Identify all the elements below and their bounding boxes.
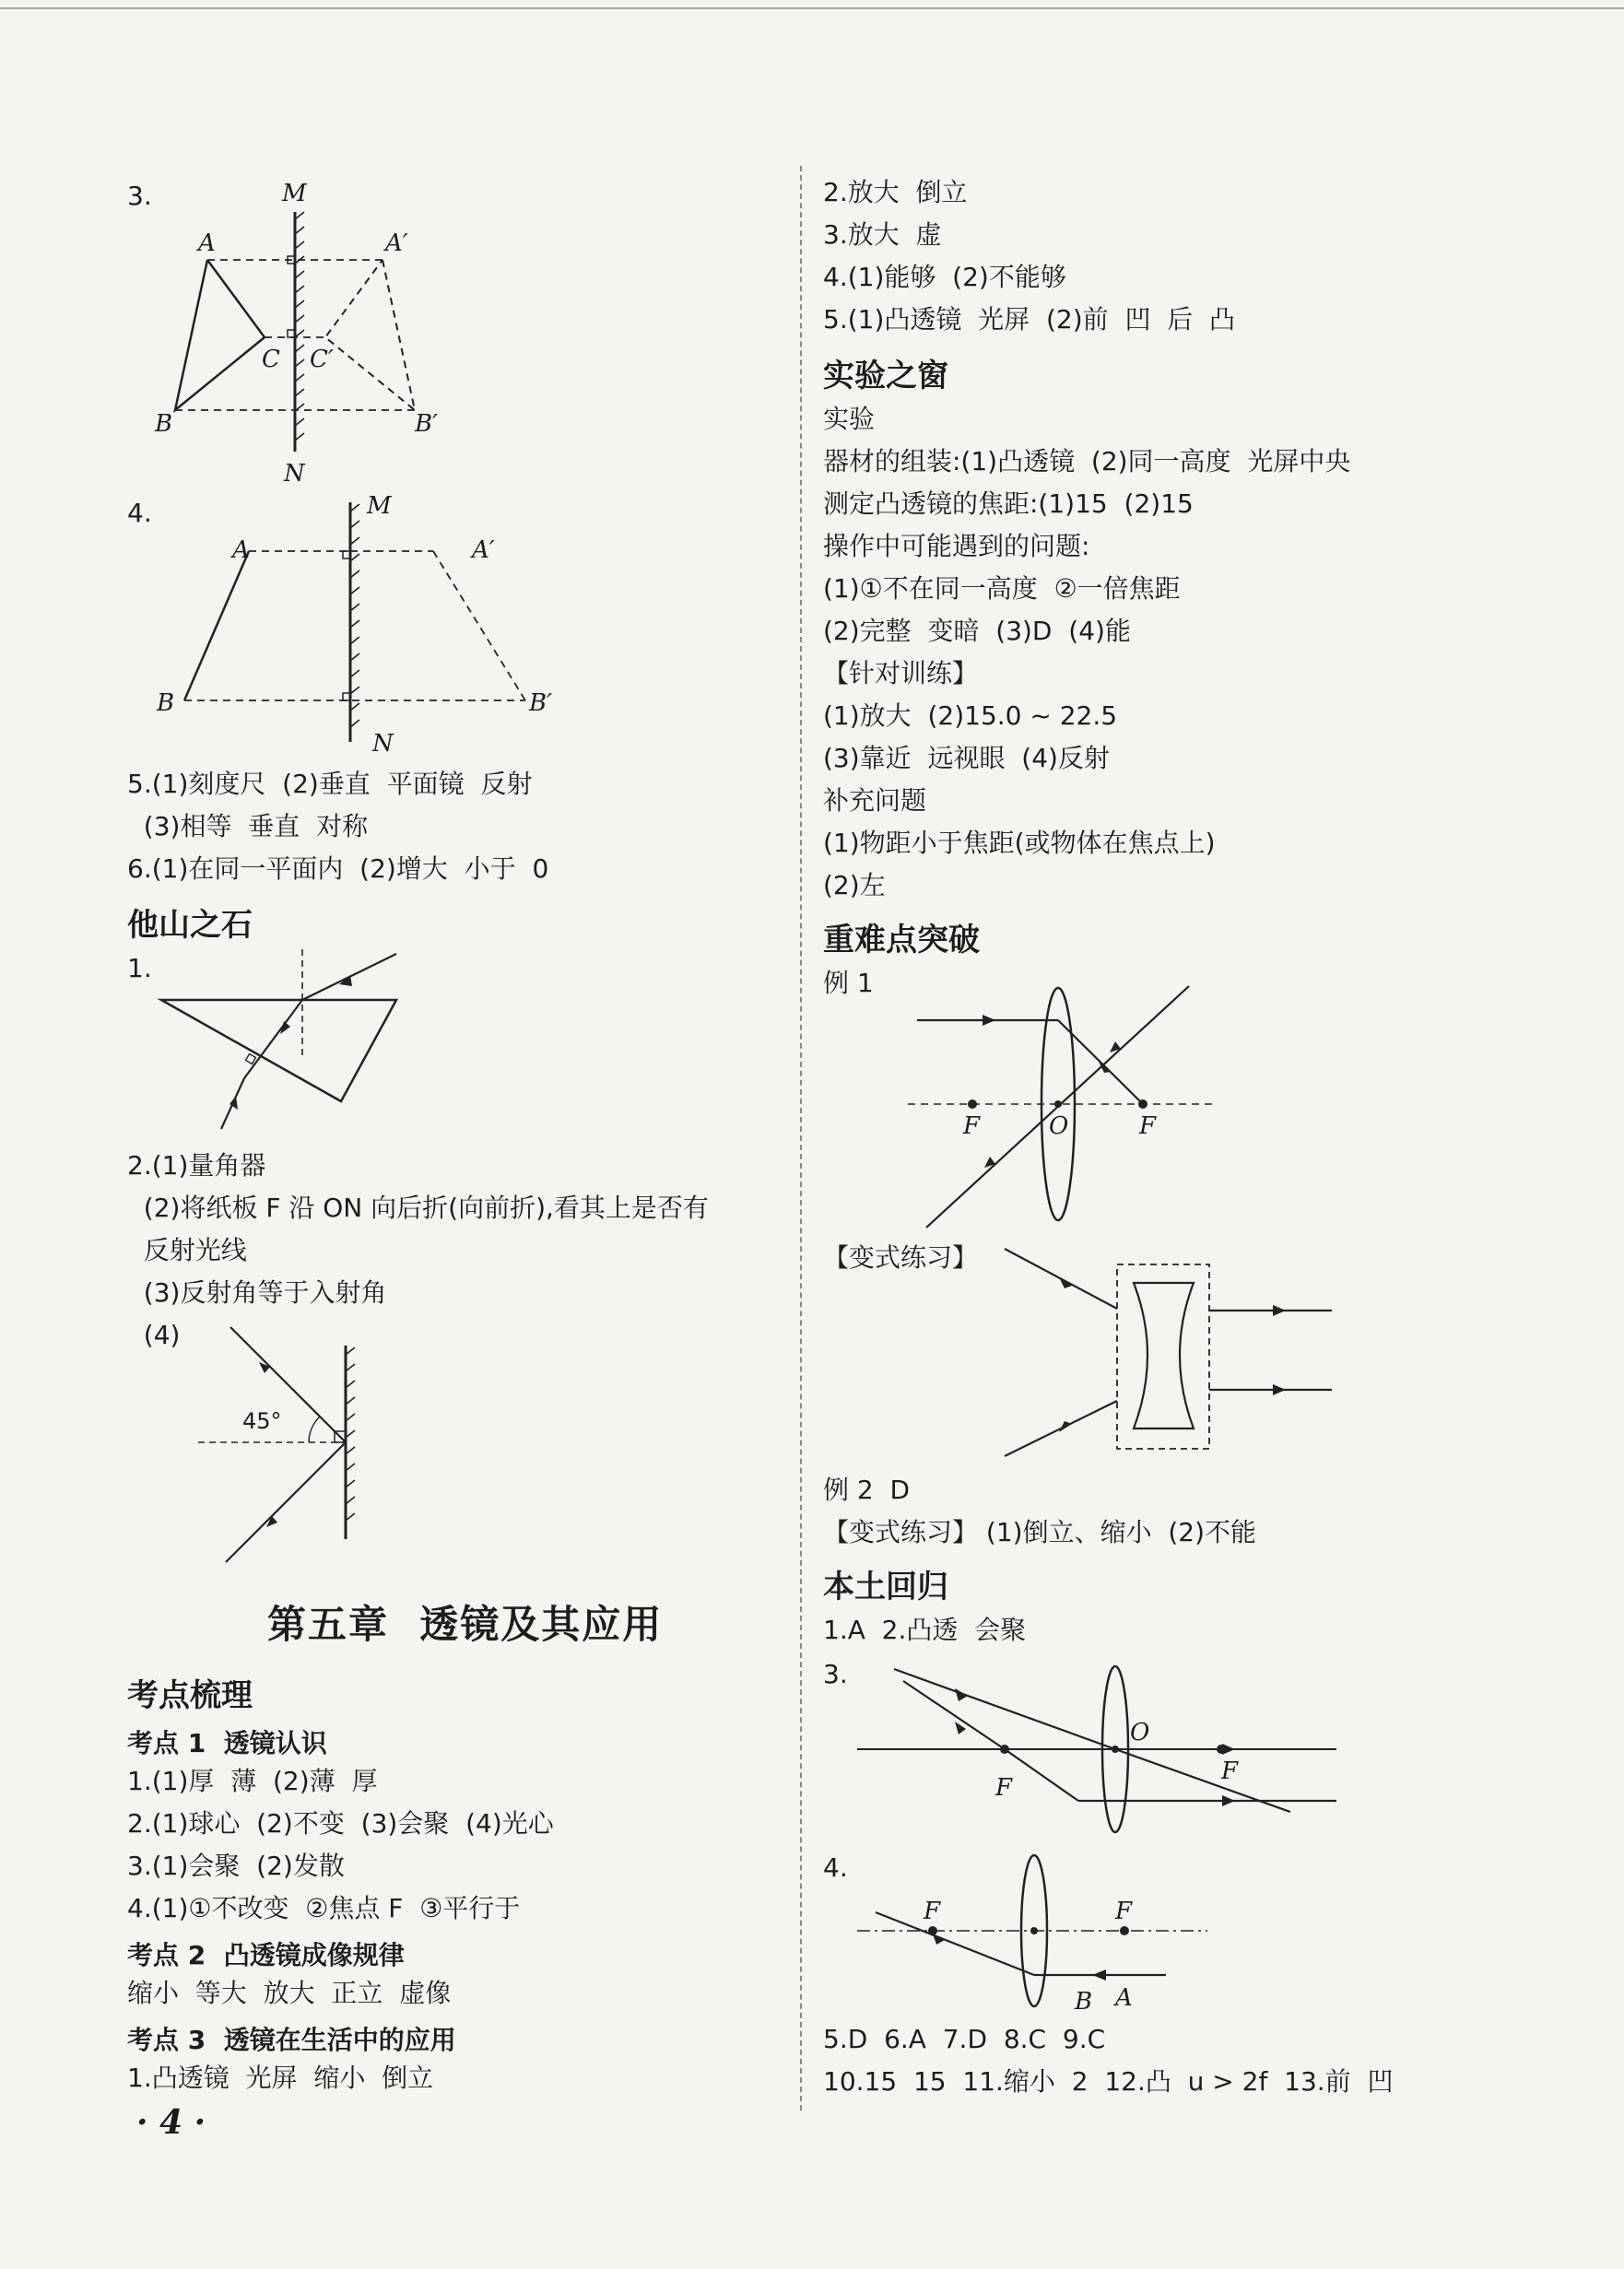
tashan-q2-line4: (3)反射角等于入射角 — [127, 1277, 387, 1308]
top-rule — [0, 7, 1624, 9]
right-line2: 3.放大 虚 — [823, 219, 942, 250]
label-O: O — [1049, 1112, 1069, 1140]
kaodian1-line4: 4.(1)①不改变 ②焦点 F ③平行于 — [127, 1893, 521, 1923]
column-divider — [800, 166, 802, 2110]
label-N: N — [284, 460, 305, 488]
label-B-prime: B′ — [415, 410, 439, 438]
label-C-prime: C′ — [310, 346, 334, 373]
label-A: A — [232, 536, 250, 564]
kaodian1-title: 考点 1 透镜认识 — [127, 1728, 327, 1758]
label-F-right: F — [1139, 1112, 1157, 1140]
angle-label-45: 45° — [242, 1408, 282, 1434]
tashan-q1-number: 1. — [127, 953, 152, 983]
answer-q5-line2: (3)相等 垂直 对称 — [127, 811, 369, 841]
label-A: A — [198, 229, 216, 257]
label-F-left: F — [924, 1898, 941, 1925]
label-A-prime: A′ — [385, 229, 408, 257]
page-number: · 4 · — [136, 2103, 206, 2142]
shiyan-line3: 测定凸透镜的焦距:(1)15 (2)15 — [823, 488, 1194, 519]
bentu-q3-number: 3. — [823, 1659, 848, 1689]
shiyan-line1: 实验 — [823, 404, 876, 434]
tashan-q2-line3: 反射光线 — [127, 1235, 247, 1265]
kaodian2-line1: 缩小 等大 放大 正立 虚像 — [127, 1978, 452, 2008]
shiyan-line8: (1)放大 (2)15.0 ~ 22.5 — [823, 700, 1118, 731]
chapter-title: 第五章 透镜及其应用 — [267, 1602, 664, 1647]
kaodian2-title: 考点 2 凸透镜成像规律 — [127, 1940, 405, 1970]
kaodian3-line1: 1.凸透镜 光屏 缩小 倒立 — [127, 2063, 434, 2093]
label-B-prime: B′ — [529, 689, 553, 717]
shiyan-line7: 【针对训练】 — [823, 658, 979, 688]
tashan-q2-line5: (4) — [127, 1320, 181, 1350]
label-F-left: F — [963, 1112, 981, 1140]
section-heading-bentu: 本土回归 — [823, 1569, 948, 1605]
tashan-q2-line2: (2)将纸板 F 沿 ON 向后折(向前折),看其上是否有 — [127, 1193, 709, 1223]
label-B: B — [155, 410, 173, 438]
label-M: M — [282, 180, 307, 207]
tashan-q2-line1: 2.(1)量角器 — [127, 1150, 266, 1181]
kaodian1-line3: 3.(1)会聚 (2)发散 — [127, 1851, 345, 1881]
example2-answer: 例 2 D — [823, 1475, 911, 1505]
bianshi-label-2: 【变式练习】 (1)倒立、缩小 (2)不能 — [823, 1517, 1257, 1547]
shiyan-line6: (2)完整 变暗 (3)D (4)能 — [823, 616, 1131, 646]
label-B: B — [1075, 1988, 1093, 2016]
shiyan-line5: (1)①不在同一高度 ②一倍焦距 — [823, 573, 1181, 604]
q3-number: 3. — [127, 181, 152, 211]
shiyan-line12: (2)左 — [823, 870, 886, 900]
right-line4: 5.(1)凸透镜 光屏 (2)前 凹 后 凸 — [823, 304, 1236, 335]
label-F-right: F — [1221, 1758, 1239, 1785]
bianshi-label-1: 【变式练习】 — [823, 1242, 979, 1273]
figure-convex-lens-q3 — [857, 1655, 1346, 1830]
kaodian3-title: 考点 3 透镜在生活中的应用 — [127, 2025, 456, 2055]
shiyan-line11: (1)物距小于焦距(或物体在焦点上) — [823, 828, 1216, 858]
section-heading-kaodian: 考点梳理 — [127, 1677, 253, 1714]
label-C: C — [262, 346, 280, 373]
label-B: B — [157, 689, 175, 717]
section-heading-zhongnan: 重难点突破 — [823, 922, 980, 958]
figure-concave-lens-box — [1000, 1244, 1341, 1465]
figure-prism-refraction — [157, 949, 415, 1134]
label-O: O — [1130, 1719, 1150, 1746]
label-M: M — [367, 492, 392, 520]
right-line3: 4.(1)能够 (2)不能够 — [823, 262, 1066, 292]
label-N: N — [372, 730, 394, 758]
answer-q6: 6.(1)在同一平面内 (2)增大 小于 0 — [127, 853, 549, 884]
section-heading-tashan: 他山之石 — [127, 907, 253, 944]
shiyan-line10: 补充问题 — [823, 785, 927, 816]
bentu-line6: 10.15 15 11.缩小 2 12.凸 u > 2f 13.前 凹 — [823, 2066, 1394, 2097]
answer-q5-line1: 5.(1)刻度尺 (2)垂直 平面镜 反射 — [127, 769, 533, 799]
q4-number: 4. — [127, 498, 152, 528]
kaodian1-line1: 1.(1)厚 薄 (2)薄 厚 — [127, 1766, 378, 1796]
example1-label: 例 1 — [823, 968, 874, 998]
bentu-q4-number: 4. — [823, 1852, 848, 1883]
label-A-prime: A′ — [472, 536, 495, 564]
figure-reflection-45 — [198, 1327, 382, 1576]
shiyan-line2: 器材的组装:(1)凸透镜 (2)同一高度 光屏中央 — [823, 446, 1351, 476]
right-line1: 2.放大 倒立 — [823, 177, 968, 207]
figure-q3-mirror-triangle — [147, 175, 461, 488]
figure-convex-lens-example1 — [903, 986, 1217, 1235]
kaodian1-line2: 2.(1)球心 (2)不变 (3)会聚 (4)光心 — [127, 1808, 554, 1839]
bentu-line1: 1.A 2.凸透 会聚 — [823, 1615, 1027, 1645]
figure-convex-lens-q4 — [857, 1843, 1226, 2018]
label-A: A — [1115, 1984, 1133, 2012]
shiyan-line4: 操作中可能遇到的问题: — [823, 531, 1090, 561]
bentu-line5: 5.D 6.A 7.D 8.C 9.C — [823, 2024, 1106, 2054]
section-heading-shiyan: 实验之窗 — [823, 358, 948, 394]
label-F-left: F — [995, 1774, 1013, 1802]
figure-q4-mirror-segment — [147, 493, 571, 760]
label-F-right: F — [1115, 1898, 1133, 1925]
shiyan-line9: (3)靠近 远视眼 (4)反射 — [823, 743, 1110, 773]
